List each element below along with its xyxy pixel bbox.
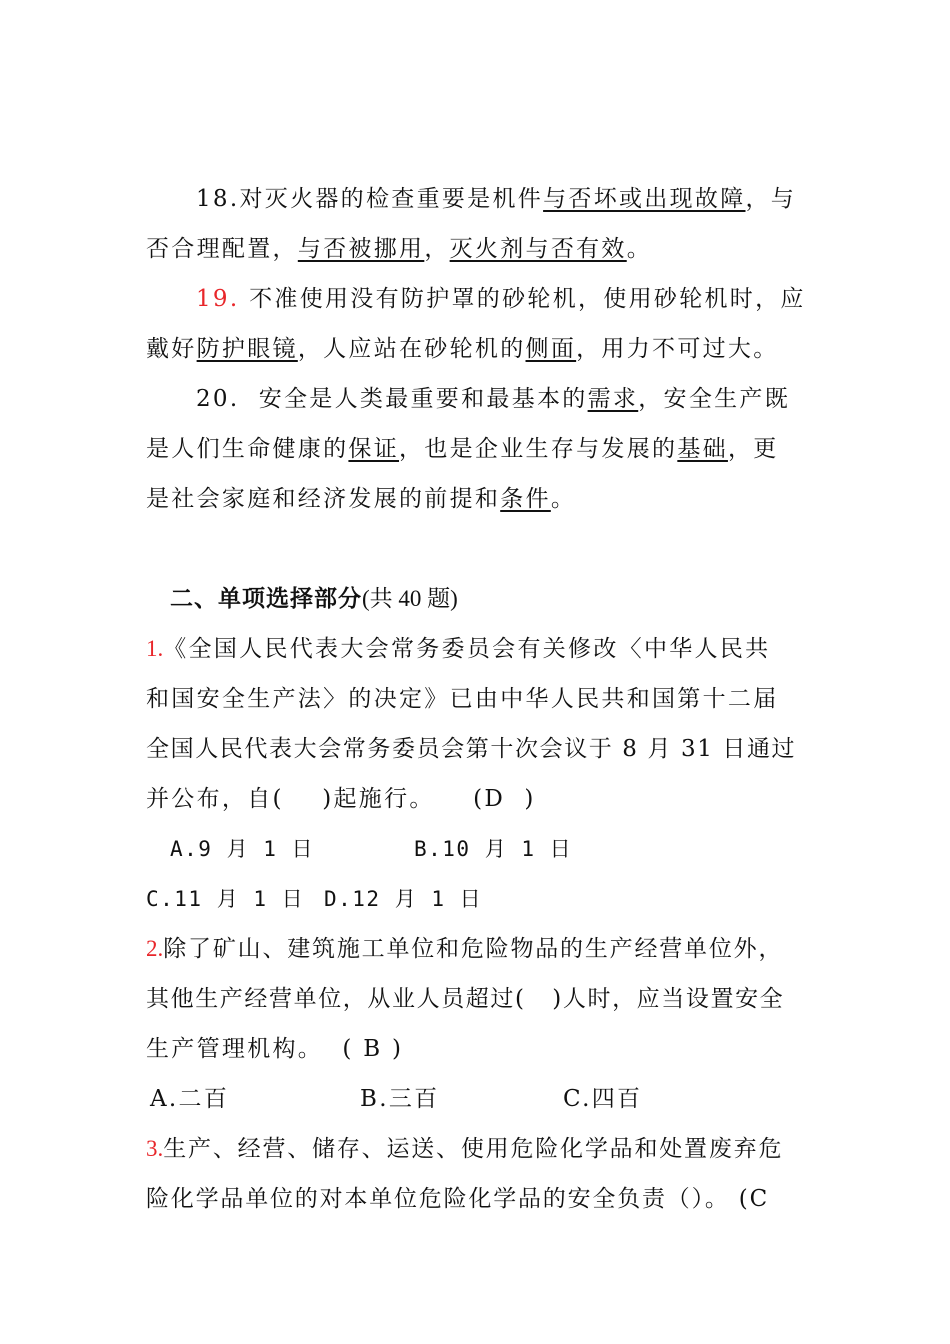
mc2-line-2: 其他生产经营单位，从业人员超过( )人时，应当设置安全 — [146, 986, 785, 1012]
q20-answer-4: 条件 — [500, 486, 551, 512]
mc3-line-2: 险化学品单位的对本单位危险化学品的安全负责（）。 (C — [146, 1186, 769, 1212]
q19-number: 19. — [196, 286, 240, 312]
q19-answer-2: 侧面 — [525, 336, 577, 362]
q18-line-1: 18.对灭火器的检查重要是机件与否坏或出现故障，与 — [196, 186, 797, 212]
q18-number: 18. — [196, 186, 240, 212]
q18-answer-3: 灭火剂与否有效 — [449, 236, 627, 262]
q19-line-2: 戴好防护眼镜，人应站在砂轮机的侧面，用力不可过大。 — [146, 336, 779, 362]
mc1-option-b: B.10 月 1 日 — [414, 837, 573, 861]
mc2-line-1: 2.除了矿山、建筑施工单位和危险物品的生产经营单位外， — [146, 936, 784, 962]
q20-line-2: 是人们生命健康的保证，也是企业生存与发展的基础，更 — [146, 436, 779, 462]
mc2-option-a: A.二百 — [150, 1086, 230, 1112]
q18-answer-1: 与否坏或出现故障 — [543, 186, 746, 212]
mc1-line-4: 并公布，自( )起施行。 (D ) — [146, 786, 536, 812]
q20-answer-3: 基础 — [677, 436, 728, 462]
mc1-option-c: C.11 月 1 日 — [146, 887, 305, 911]
section-heading: 二、单项选择部分(共 40 题) — [170, 585, 458, 612]
mc2-line-3: 生产管理机构。 ( B ) — [146, 1036, 404, 1062]
mc3-line-1: 3.生产、经营、储存、运送、使用危险化学品和处置废弃危 — [146, 1136, 784, 1162]
q18-answer-2: 与否被挪用 — [297, 236, 425, 262]
q19-answer-1: 防护眼镜 — [196, 336, 298, 362]
q19-line-1: 19. 不准使用没有防护罩的砂轮机，使用砂轮机时，应 — [196, 286, 806, 312]
mc2-option-b: B.三百 — [360, 1086, 440, 1112]
mc1-option-d: D.12 月 1 日 — [324, 887, 483, 911]
mc1-line-2: 和国安全生产法〉的决定》已由中华人民共和国第十二届 — [146, 686, 779, 712]
mc1-number: 1. — [146, 636, 164, 661]
q20-answer-1: 需求 — [587, 386, 639, 412]
q20-answer-2: 保证 — [348, 436, 400, 462]
mc1-line-1: 1.《全国人民代表大会常务委员会有关修改〈中华人民共 — [146, 636, 771, 662]
q20-line-3: 是社会家庭和经济发展的前提和条件。 — [146, 486, 577, 512]
mc2-number: 2. — [146, 936, 164, 961]
mc1-option-a: A.9 月 1 日 — [170, 837, 315, 861]
q20-number: 20. — [196, 386, 240, 412]
mc1-line-3: 全国人民代表大会常务委员会第十次会议于 8 月 31 日通过 — [146, 736, 797, 762]
q20-line-1: 20. 安全是人类最重要和最基本的需求，安全生产既 — [196, 386, 791, 412]
q18-line-2: 否合理配置，与否被挪用，灭火剂与否有效。 — [146, 236, 653, 262]
mc2-option-c: C.四百 — [563, 1086, 643, 1112]
mc3-number: 3. — [146, 1136, 164, 1161]
